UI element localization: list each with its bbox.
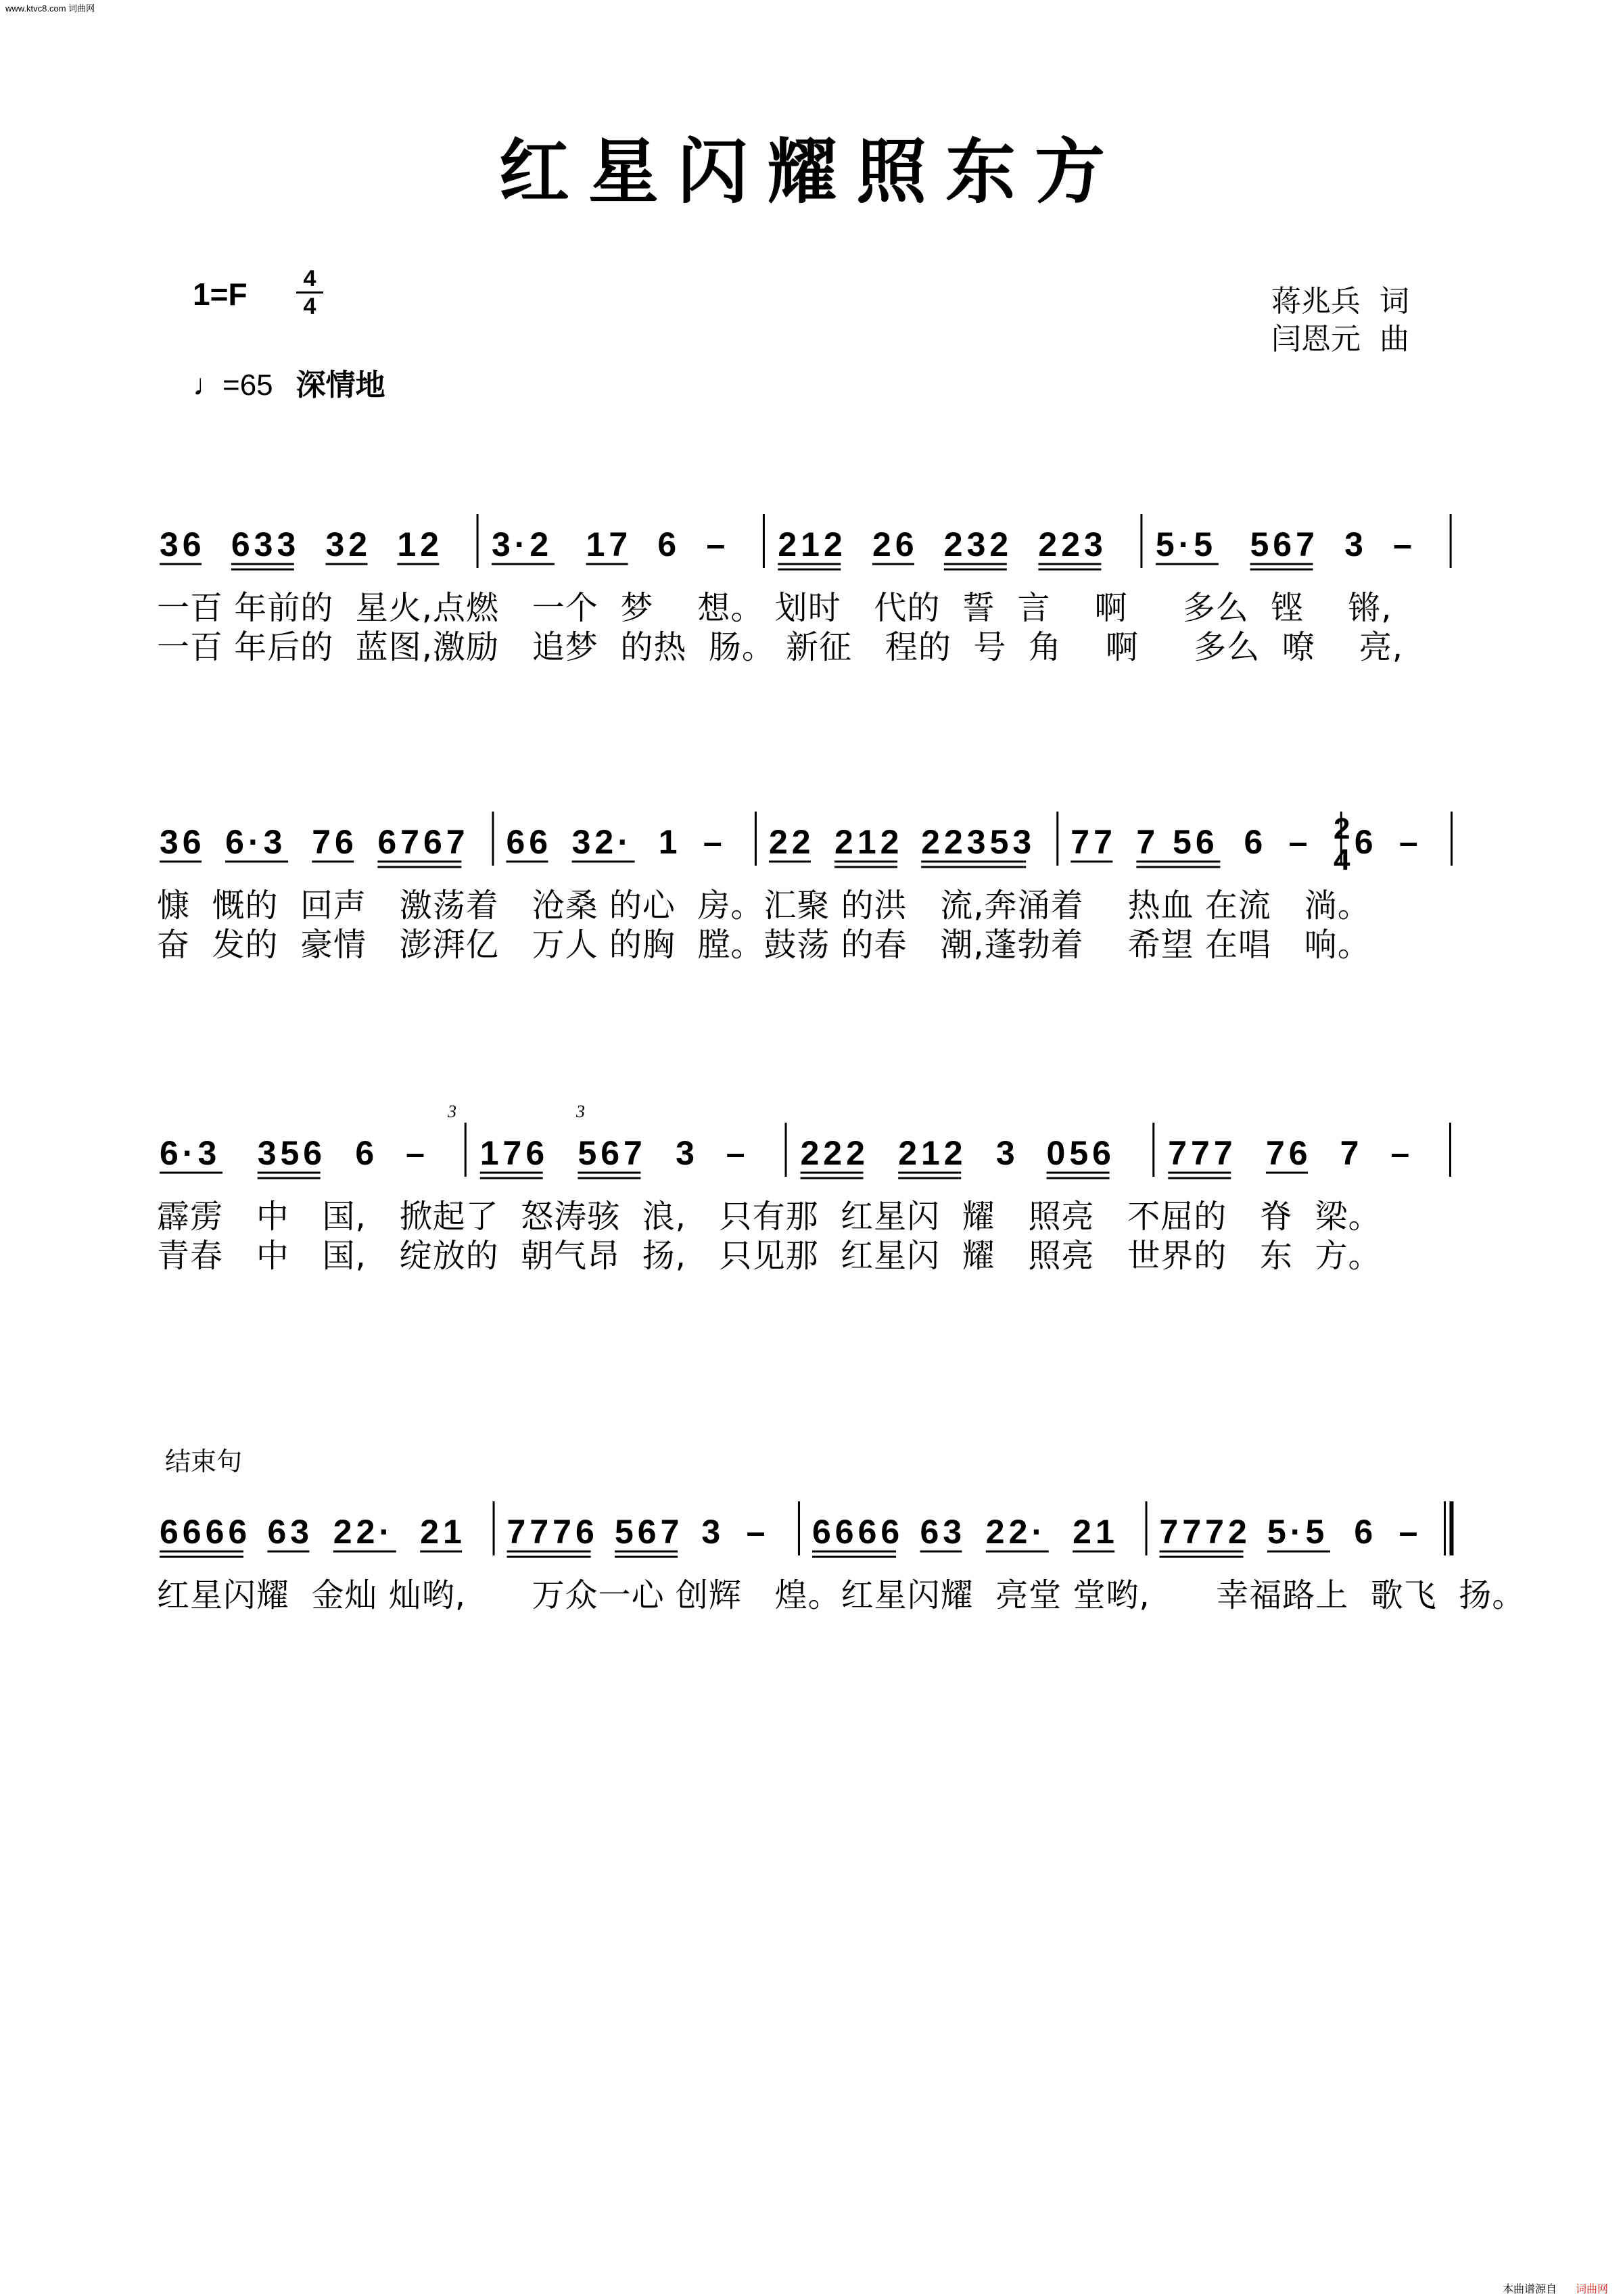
note-group: – (406, 1134, 429, 1172)
note-group: 3 (1344, 525, 1367, 563)
note-group: 21 (1073, 1513, 1119, 1551)
lyric-verse-2: 一百 年后的 蓝图,激励 追梦 的热 肠。 新征 程的 号 角 啊 多么 嘹 亮, (157, 628, 1404, 666)
time-change-numerator: 2 (1334, 812, 1350, 845)
note-group: 77 (1071, 823, 1116, 861)
time-signature (296, 267, 323, 318)
note-group: 212 (778, 525, 847, 563)
note-group: 3 (995, 1134, 1019, 1172)
composer-credit: 闫恩元 曲 (1271, 322, 1409, 356)
note-group: – (703, 823, 726, 861)
note-group: 567 (578, 1134, 646, 1172)
key-signature: 1=F (193, 277, 248, 312)
note-group: 6666 (812, 1513, 904, 1551)
lyric-verse-1: 霹雳 中 国, 掀起了 怒涛骇 浪, 只有那 红星闪 耀 照亮 不屈的 脊 梁。 (157, 1198, 1382, 1236)
time-signature-numerator: 4 (303, 266, 316, 291)
note-group: 36 (160, 823, 206, 861)
note-group: 6767 (377, 823, 469, 861)
note-group: 567 (1250, 525, 1319, 563)
note-group: 6 (355, 1134, 379, 1172)
note-group: 222 (800, 1134, 869, 1172)
ending-label: 结束句 (165, 1447, 243, 1476)
note-group: 22353 (921, 823, 1036, 861)
note-group: – (1288, 823, 1312, 861)
note-group: 22· (985, 1513, 1048, 1551)
tempo-marking: ♩=65 (193, 369, 273, 402)
note-group: 176 (479, 1134, 549, 1172)
time-signature-denominator: 4 (303, 294, 316, 319)
note-group: 212 (834, 823, 903, 861)
note-group: 056 (1046, 1134, 1115, 1172)
note-group: 32· (571, 823, 633, 861)
note-group: 7776 (507, 1513, 598, 1551)
note-group: 21 (420, 1513, 466, 1551)
time-change-denominator: 4 (1334, 843, 1350, 876)
song-title: 红星闪耀照东方 (498, 131, 1124, 213)
note-group: – (706, 525, 730, 563)
lyric-ending: 红星闪耀 金灿 灿哟, 万众一心 创辉 煌。红星闪耀 亮堂 堂哟, 幸福路上 歌飞 扬。 (157, 1576, 1526, 1614)
footer-source: 本曲谱源自 (1503, 2282, 1557, 2295)
note-group: 76 (312, 823, 358, 861)
note-group: 5·5 (1155, 525, 1217, 563)
site-watermark[interactable]: www.ktvc8.com 词曲网 (5, 3, 95, 14)
notation-svg (157, 1501, 1469, 1576)
note-group: – (726, 1134, 749, 1172)
notation-svg (157, 812, 1469, 886)
note-group: 1 (658, 823, 682, 861)
note-group: 356 (257, 1134, 327, 1172)
note-group: 6·3 (225, 823, 287, 861)
note-group: 6 (1244, 823, 1267, 861)
note-group: 22· (333, 1513, 395, 1551)
tempo-mood: 深情地 (296, 368, 385, 402)
note-group: 63 (920, 1513, 966, 1551)
note-group: – (1398, 1513, 1422, 1551)
note-group: 6 (657, 525, 681, 563)
note-group: 777 (1168, 1134, 1237, 1172)
note-group: – (746, 1513, 770, 1551)
lyric-verse-1: 一百 年前的 星火,点燃 一个 梦 想。 划时 代的 誓 言 啊 多么 铿 锵, (157, 589, 1392, 627)
note-group: 63 (267, 1513, 314, 1551)
notation-line (157, 812, 1469, 876)
note-group: 7772 (1159, 1513, 1251, 1551)
note-group: 6666 (160, 1513, 252, 1551)
triplet-mark: 3 (448, 1102, 456, 1121)
note-group: – (1393, 525, 1416, 563)
notation-line (157, 1102, 1469, 1184)
note-group: 3·2 (491, 525, 553, 563)
note-group: 3 (676, 1134, 699, 1172)
notation-line (157, 514, 1469, 575)
note-group: 76 (1265, 1134, 1312, 1172)
note-group: 567 (615, 1513, 684, 1551)
note-group: 212 (898, 1134, 967, 1172)
time-signature-change (1334, 812, 1350, 876)
lyricist-credit: 蒋兆兵 词 (1271, 284, 1409, 319)
note-group: 22 (768, 823, 815, 861)
note-group: 3 (701, 1513, 725, 1551)
note-group: 6 (1354, 1513, 1378, 1551)
notation-line (157, 1501, 1469, 1562)
note-group: 223 (1038, 525, 1107, 563)
credits (1271, 283, 1409, 358)
lyric-verse-2: 奋 发的 豪情 澎湃亿 万人 的胸 膛。鼓荡 的春 潮,蓬勃着 希望 在唱 响。 (157, 926, 1371, 964)
note-group: 6 (1354, 823, 1378, 861)
note-group: 7 (1340, 1134, 1363, 1172)
footer-site: 词曲网 (1576, 2282, 1609, 2295)
note-group: 5·5 (1267, 1513, 1329, 1551)
note-group: 36 (160, 525, 206, 563)
notation-svg (157, 1102, 1469, 1197)
note-group: 32 (325, 525, 372, 563)
note-group: 26 (872, 525, 918, 563)
tempo-line (193, 360, 385, 404)
note-group: – (1398, 823, 1422, 861)
note-group: 7 56 (1136, 823, 1219, 861)
lyric-verse-1: 慷 慨的 回声 激荡着 沧桑 的心 房。汇聚 的洪 流,奔涌着 热血 在流 淌。 (157, 887, 1371, 924)
note-group: 6·3 (160, 1134, 221, 1172)
note-group: 633 (231, 525, 300, 563)
note-group: 232 (943, 525, 1013, 563)
note-group: 17 (586, 525, 632, 563)
note-group: 12 (397, 525, 443, 563)
note-group: – (1390, 1134, 1414, 1172)
lyric-verse-2: 青春 中 国, 绽放的 朝气昂 扬, 只见那 红星闪 耀 照亮 世界的 东 方。 (157, 1237, 1382, 1275)
note-group: 66 (506, 823, 552, 861)
triplet-mark: 3 (576, 1102, 585, 1121)
notation-svg (157, 514, 1469, 588)
